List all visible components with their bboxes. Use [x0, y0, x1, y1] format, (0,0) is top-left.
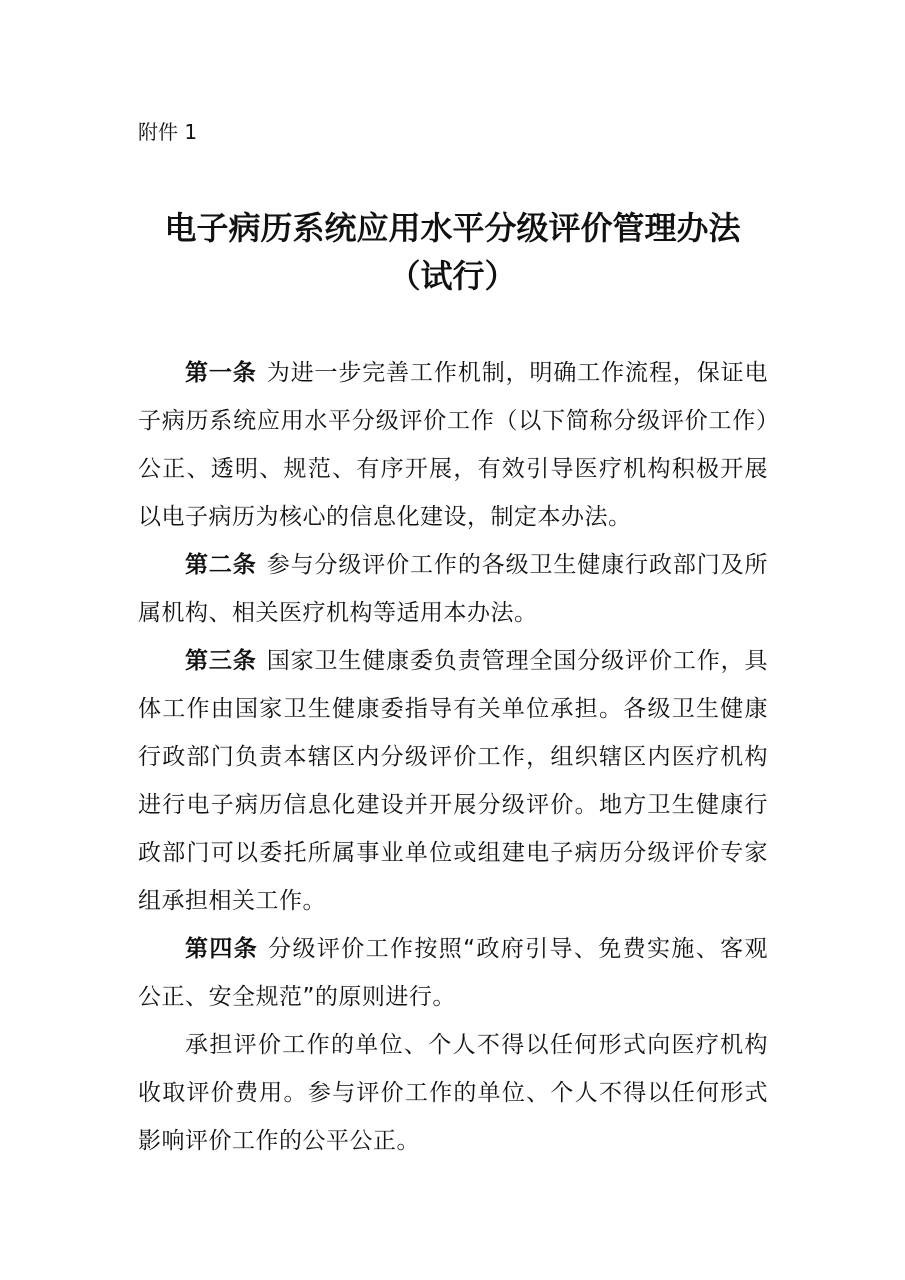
article-paragraph-1: [138, 349, 768, 541]
article-paragraph-3: [138, 637, 768, 925]
document-body: [138, 349, 768, 1165]
article-paragraph-5: [138, 1021, 768, 1165]
attachment-label: 附件 1: [138, 120, 198, 144]
article-number: 第二条: [185, 552, 257, 578]
article-paragraph-2: [138, 541, 768, 637]
article-number: 第四条: [185, 936, 259, 962]
article-text: 承担评价工作的单位、个人不得以任何形式向医疗机构收取评价费用。参与评价工作的单位、个人不得以任何形式影响评价工作的公平公正。: [138, 1032, 768, 1154]
article-text: 分级评价工作按照“政府引导、免费实施、客观公正、安全规范”的原则进行。: [138, 936, 768, 1010]
document-title: 电子病历系统应用水平分级评价管理办法: [164, 209, 741, 247]
article-text: 为进一步完善工作机制，明确工作流程，保证电子病历系统应用水平分级评价工作（以下简称分级评价工作）公正、透明、规范、有序开展，有效引导医疗机构积极开展以电子病历为核心的信息化建设，制定本办法。: [138, 360, 769, 530]
article-paragraph-4: [138, 925, 768, 1021]
article-number: 第一条: [185, 360, 257, 386]
article-number: 第三条: [185, 648, 257, 674]
article-text: 参与分级评价工作的各级卫生健康行政部门及所属机构、相关医疗机构等适用本办法。: [138, 552, 769, 626]
document-subtitle: （试行）: [388, 257, 517, 295]
article-text: 国家卫生健康委负责管理全国分级评价工作，具体工作由国家卫生健康委指导有关单位承担。各级卫生健康行政部门负责本辖区内分级评价工作，组织辖区内医疗机构进行电子病历信息化建设并开展分级评价。地方卫生健康行政部门可以委托所属事业单位或组建电子病历分级评价专家组承担相关工作。: [138, 648, 769, 914]
